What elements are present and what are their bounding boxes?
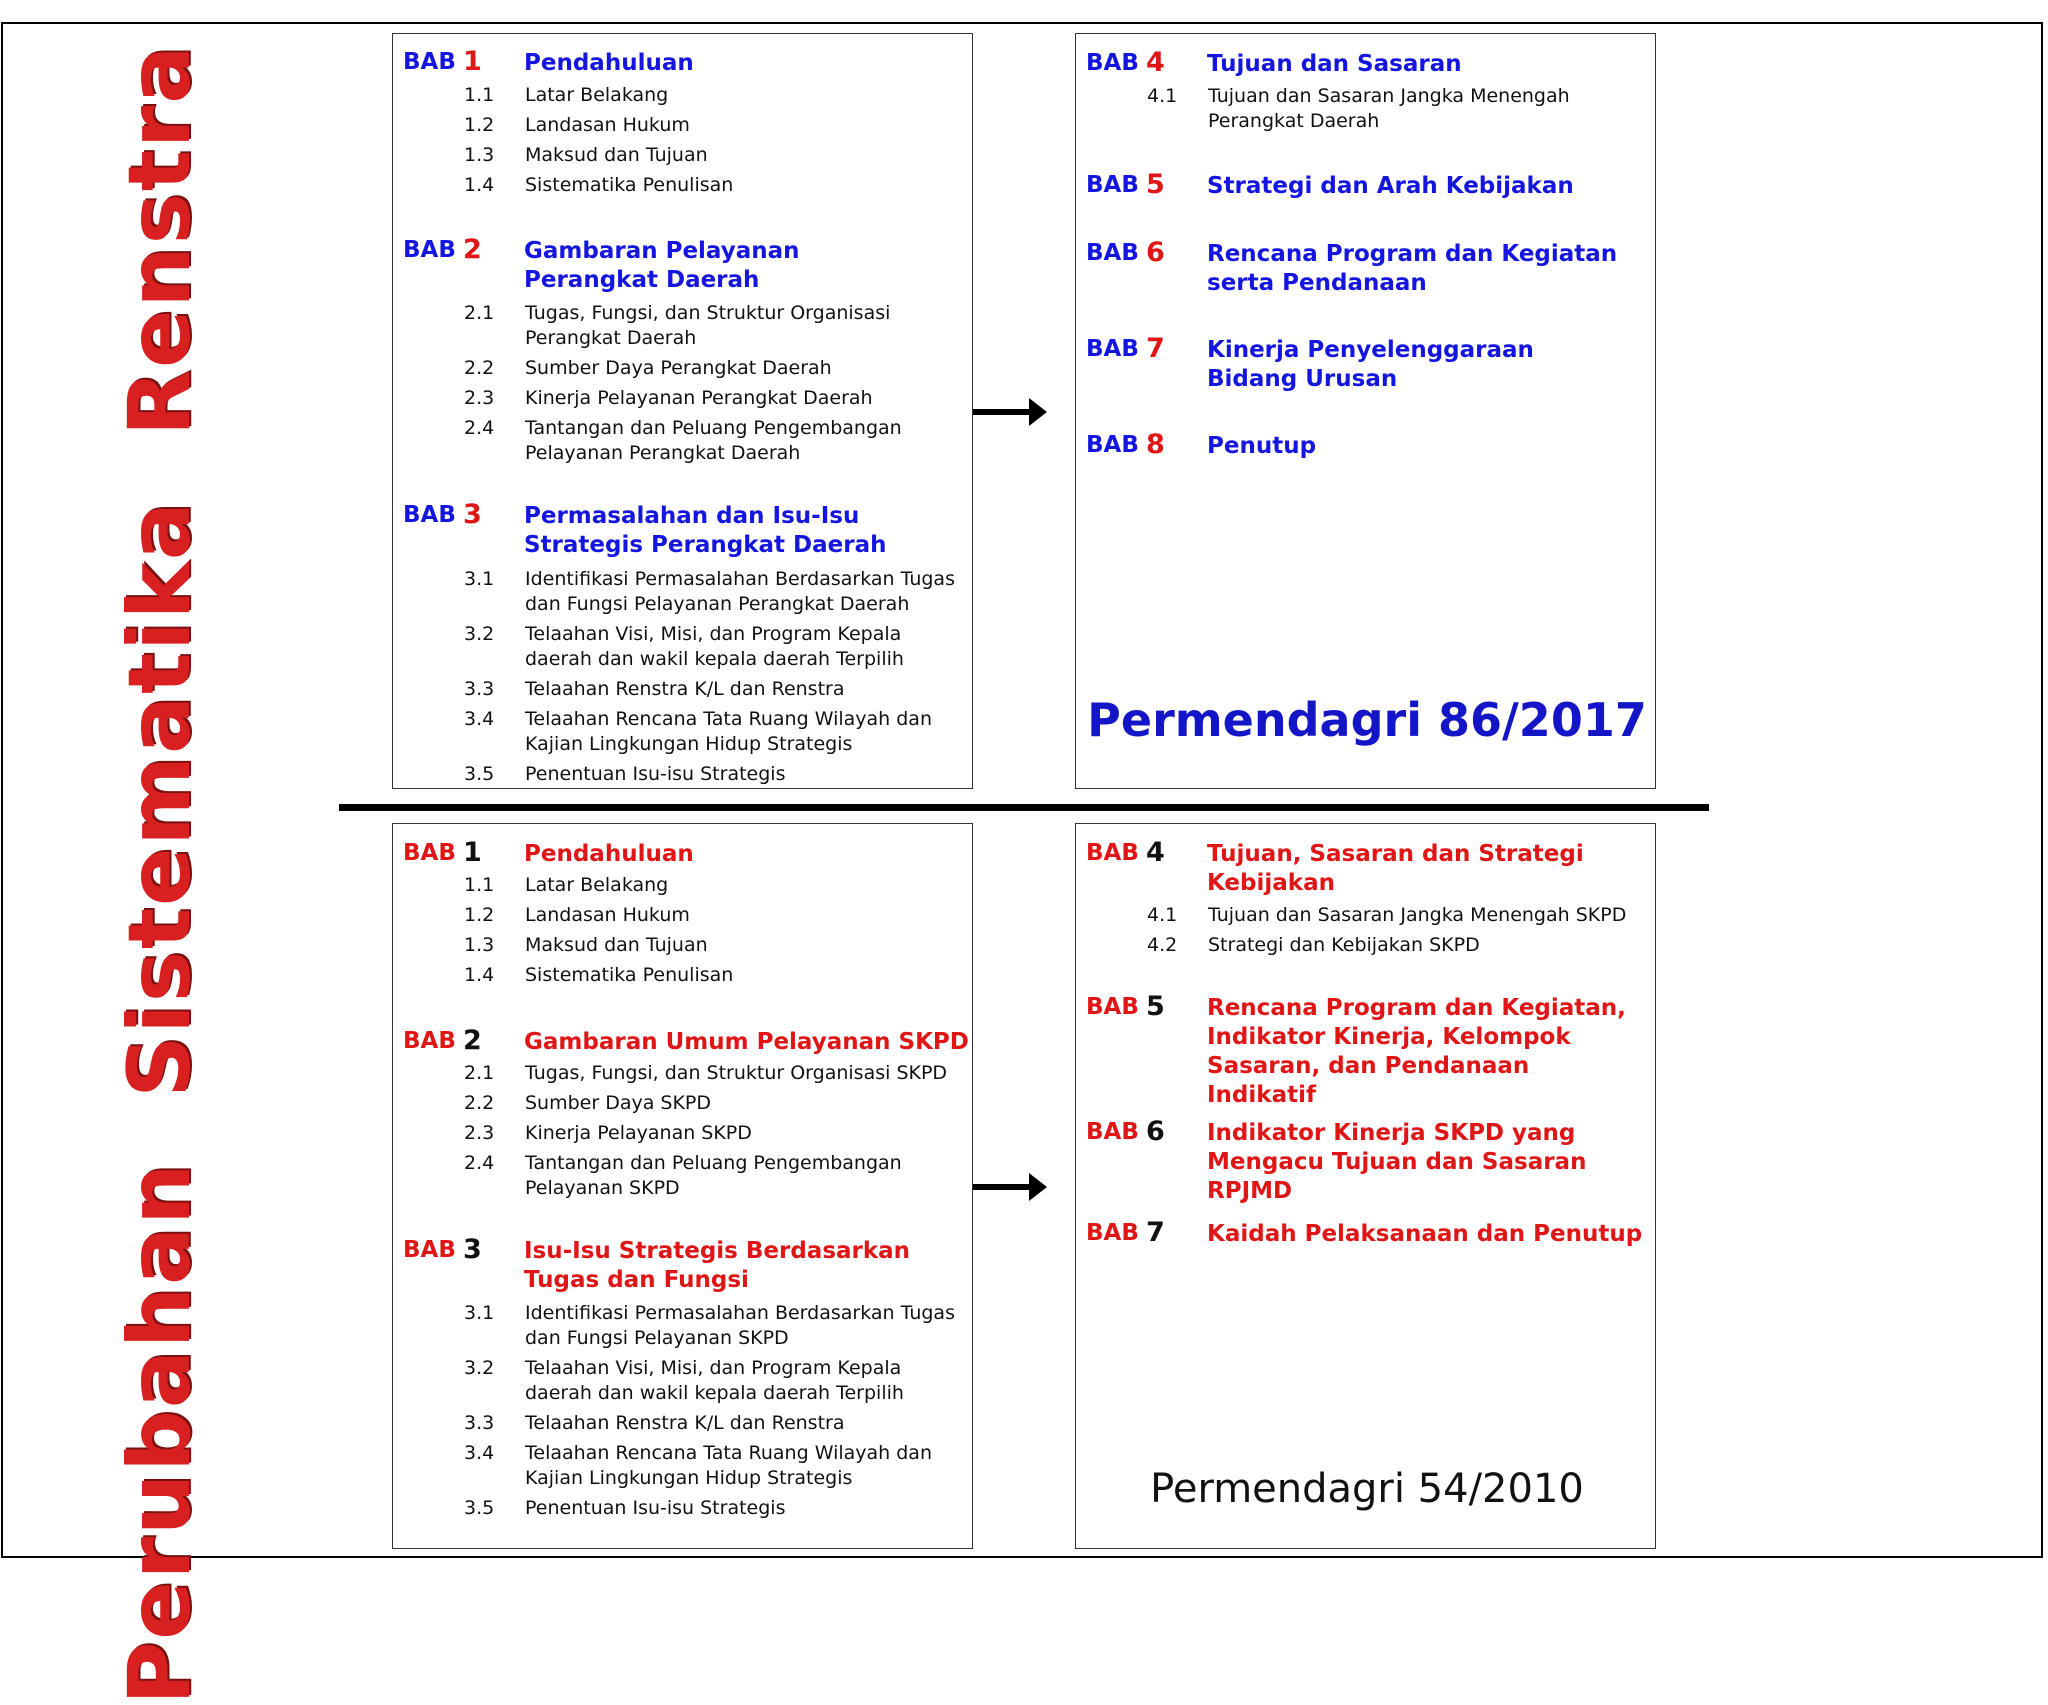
subsection-title: Strategi dan Kebijakan SKPD	[1208, 934, 1480, 956]
subsection-title: Telaahan Rencana Tata Ruang Wilayah dan Kajian Lingkungan Hidup Strategis	[525, 1442, 932, 1489]
subsection-number: 3.5	[464, 763, 495, 785]
bab-title: Gambaran Pelayanan Perangkat Daerah	[524, 238, 800, 293]
subsection-title: Tantangan dan Peluang Pengembangan Pelayanan Perangkat Daerah	[525, 417, 902, 464]
subsection-number: 2.1	[464, 302, 495, 324]
bab-number: 3	[463, 1234, 482, 1265]
subsection-title: Penentuan Isu-isu Strategis	[525, 763, 786, 785]
subsection-title: Telaahan Renstra K/L dan Renstra	[525, 1412, 845, 1434]
subsection-number: 2.4	[464, 417, 495, 439]
subsection-number: 2.3	[464, 1122, 495, 1144]
bab-title: Kaidah Pelaksanaan dan Penutup	[1207, 1221, 1643, 1247]
bab-number: 5	[1146, 169, 1165, 200]
subsection-title: Telaahan Visi, Misi, dan Program Kepala daerah dan wakil kepala daerah Terpilih	[525, 1357, 904, 1404]
section-divider	[339, 804, 1709, 811]
title-word-2: Sistematika	[110, 500, 210, 1098]
subsection-title: Telaahan Rencana Tata Ruang Wilayah dan Kajian Lingkungan Hidup Strategis	[525, 708, 932, 755]
bab-title: Kinerja Penyelenggaraan Bidang Urusan	[1207, 337, 1534, 392]
bab-number: 8	[1146, 429, 1165, 460]
bab-number: 4	[1146, 47, 1165, 78]
bab-title: Rencana Program dan Kegiatan serta Pendanaan	[1207, 241, 1618, 296]
right-arrow-icon	[973, 1184, 1031, 1190]
vertical-title	[100, 38, 220, 1705]
subsection-title: Landasan Hukum	[525, 114, 690, 136]
top-right-outline-box	[1075, 33, 1656, 789]
bab-label: BAB	[1086, 994, 1139, 1020]
bab-label: BAB	[1086, 336, 1139, 362]
bab-label: BAB	[1086, 50, 1139, 76]
subsection-number: 1.4	[464, 174, 495, 196]
subsection-title: Kinerja Pelayanan SKPD	[525, 1122, 752, 1144]
subsection-number: 3.2	[464, 1357, 495, 1379]
subsection-title: Sistematika Penulisan	[525, 174, 734, 196]
top-left-outline-box	[392, 33, 973, 789]
subsection-number: 4.1	[1147, 904, 1178, 926]
bab-title: Tujuan dan Sasaran	[1207, 51, 1462, 77]
bab-number: 2	[463, 234, 482, 265]
right-arrow-icon	[973, 409, 1031, 415]
subsection-title: Tujuan dan Sasaran Jangka Menengah SKPD	[1208, 904, 1627, 926]
bab-label: BAB	[1086, 172, 1139, 198]
subsection-number: 1.2	[464, 114, 495, 136]
subsection-title: Tugas, Fungsi, dan Struktur Organisasi SKPD	[525, 1062, 948, 1084]
subsection-title: Sumber Daya Perangkat Daerah	[525, 357, 832, 379]
subsection-number: 2.2	[464, 1092, 495, 1114]
subsection-number: 1.4	[464, 964, 495, 986]
bab-number: 5	[1146, 991, 1165, 1022]
subsection-number: 3.4	[464, 1442, 495, 1464]
bottom-left-outline-box	[392, 823, 973, 1549]
outer-frame	[1, 22, 2043, 1558]
subsection-title: Identifikasi Permasalahan Berdasarkan Tugas dan Fungsi Pelayanan Perangkat Daerah	[525, 568, 955, 615]
subsection-title: Sumber Daya SKPD	[525, 1092, 712, 1114]
regulation-label-old: Permendagri 54/2010	[1150, 1466, 1584, 1512]
subsection-number: 2.4	[464, 1152, 495, 1174]
bab-number: 1	[463, 837, 482, 868]
bab-title: Tujuan, Sasaran dan Strategi Kebijakan	[1207, 841, 1584, 896]
subsection-title: Maksud dan Tujuan	[525, 144, 708, 166]
bab-label: BAB	[403, 237, 456, 263]
subsection-title: Tantangan dan Peluang Pengembangan Pelayanan SKPD	[525, 1152, 902, 1199]
bab-label: BAB	[403, 840, 456, 866]
subsection-title: Tugas, Fungsi, dan Struktur Organisasi Perangkat Daerah	[525, 302, 891, 349]
subsection-number: 2.2	[464, 357, 495, 379]
bab-label: BAB	[1086, 1220, 1139, 1246]
bab-number: 3	[463, 499, 482, 530]
bab-title: Pendahuluan	[524, 841, 694, 867]
bab-label: BAB	[403, 1028, 456, 1054]
subsection-title: Sistematika Penulisan	[525, 964, 734, 986]
subsection-title: Telaahan Visi, Misi, dan Program Kepala daerah dan wakil kepala daerah Terpilih	[525, 623, 904, 670]
subsection-title: Landasan Hukum	[525, 904, 690, 926]
subsection-number: 4.1	[1147, 85, 1178, 107]
subsection-number: 1.1	[464, 84, 495, 106]
bab-title: Pendahuluan	[524, 50, 694, 76]
bab-number: 4	[1146, 837, 1165, 868]
bab-label: BAB	[403, 502, 456, 528]
subsection-number: 1.3	[464, 934, 495, 956]
bab-number: 7	[1146, 1217, 1165, 1248]
subsection-number: 4.2	[1147, 934, 1178, 956]
bab-title: Indikator Kinerja SKPD yang Mengacu Tujuan dan Sasaran RPJMD	[1207, 1120, 1587, 1204]
subsection-number: 3.5	[464, 1497, 495, 1519]
bab-number: 1	[463, 46, 482, 77]
bab-label: BAB	[1086, 1119, 1139, 1145]
bab-label: BAB	[403, 1237, 456, 1263]
regulation-label-new: Permendagri 86/2017	[1087, 693, 1647, 747]
title-word-3: Renstra	[110, 43, 210, 437]
subsection-title: Latar Belakang	[525, 874, 669, 896]
bab-number: 7	[1146, 333, 1165, 364]
title-word-1: Perubahan	[110, 1161, 210, 1705]
bab-number: 2	[463, 1025, 482, 1056]
bab-label: BAB	[1086, 840, 1139, 866]
subsection-number: 2.3	[464, 387, 495, 409]
subsection-number: 3.4	[464, 708, 495, 730]
bab-title: Penutup	[1207, 433, 1317, 459]
bab-label: BAB	[403, 49, 456, 75]
subsection-number: 1.3	[464, 144, 495, 166]
bab-title: Strategi dan Arah Kebijakan	[1207, 173, 1574, 199]
subsection-number: 3.3	[464, 1412, 495, 1434]
bab-title: Permasalahan dan Isu-Isu Strategis Perangkat Daerah	[524, 503, 887, 558]
subsection-number: 2.1	[464, 1062, 495, 1084]
subsection-title: Latar Belakang	[525, 84, 669, 106]
subsection-title: Telaahan Renstra K/L dan Renstra	[525, 678, 845, 700]
subsection-title: Maksud dan Tujuan	[525, 934, 708, 956]
subsection-title: Tujuan dan Sasaran Jangka Menengah Perangkat Daerah	[1208, 85, 1570, 132]
subsection-title: Identifikasi Permasalahan Berdasarkan Tugas dan Fungsi Pelayanan SKPD	[525, 1302, 955, 1349]
subsection-number: 3.3	[464, 678, 495, 700]
bab-number: 6	[1146, 237, 1165, 268]
subsection-number: 1.2	[464, 904, 495, 926]
bab-number: 6	[1146, 1116, 1165, 1147]
bottom-right-outline-box	[1075, 823, 1656, 1549]
bab-title: Rencana Program dan Kegiatan, Indikator Kinerja, Kelompok Sasaran, dan Pendanaan Indikatif	[1207, 995, 1626, 1108]
subsection-number: 3.1	[464, 1302, 495, 1324]
bab-title: Isu-Isu Strategis Berdasarkan Tugas dan Fungsi	[524, 1238, 911, 1293]
subsection-number: 1.1	[464, 874, 495, 896]
bab-label: BAB	[1086, 432, 1139, 458]
subsection-title: Kinerja Pelayanan Perangkat Daerah	[525, 387, 873, 409]
subsection-number: 3.2	[464, 623, 495, 645]
bab-label: BAB	[1086, 240, 1139, 266]
subsection-number: 3.1	[464, 568, 495, 590]
subsection-title: Penentuan Isu-isu Strategis	[525, 1497, 786, 1519]
bab-title: Gambaran Umum Pelayanan SKPD	[524, 1029, 969, 1055]
